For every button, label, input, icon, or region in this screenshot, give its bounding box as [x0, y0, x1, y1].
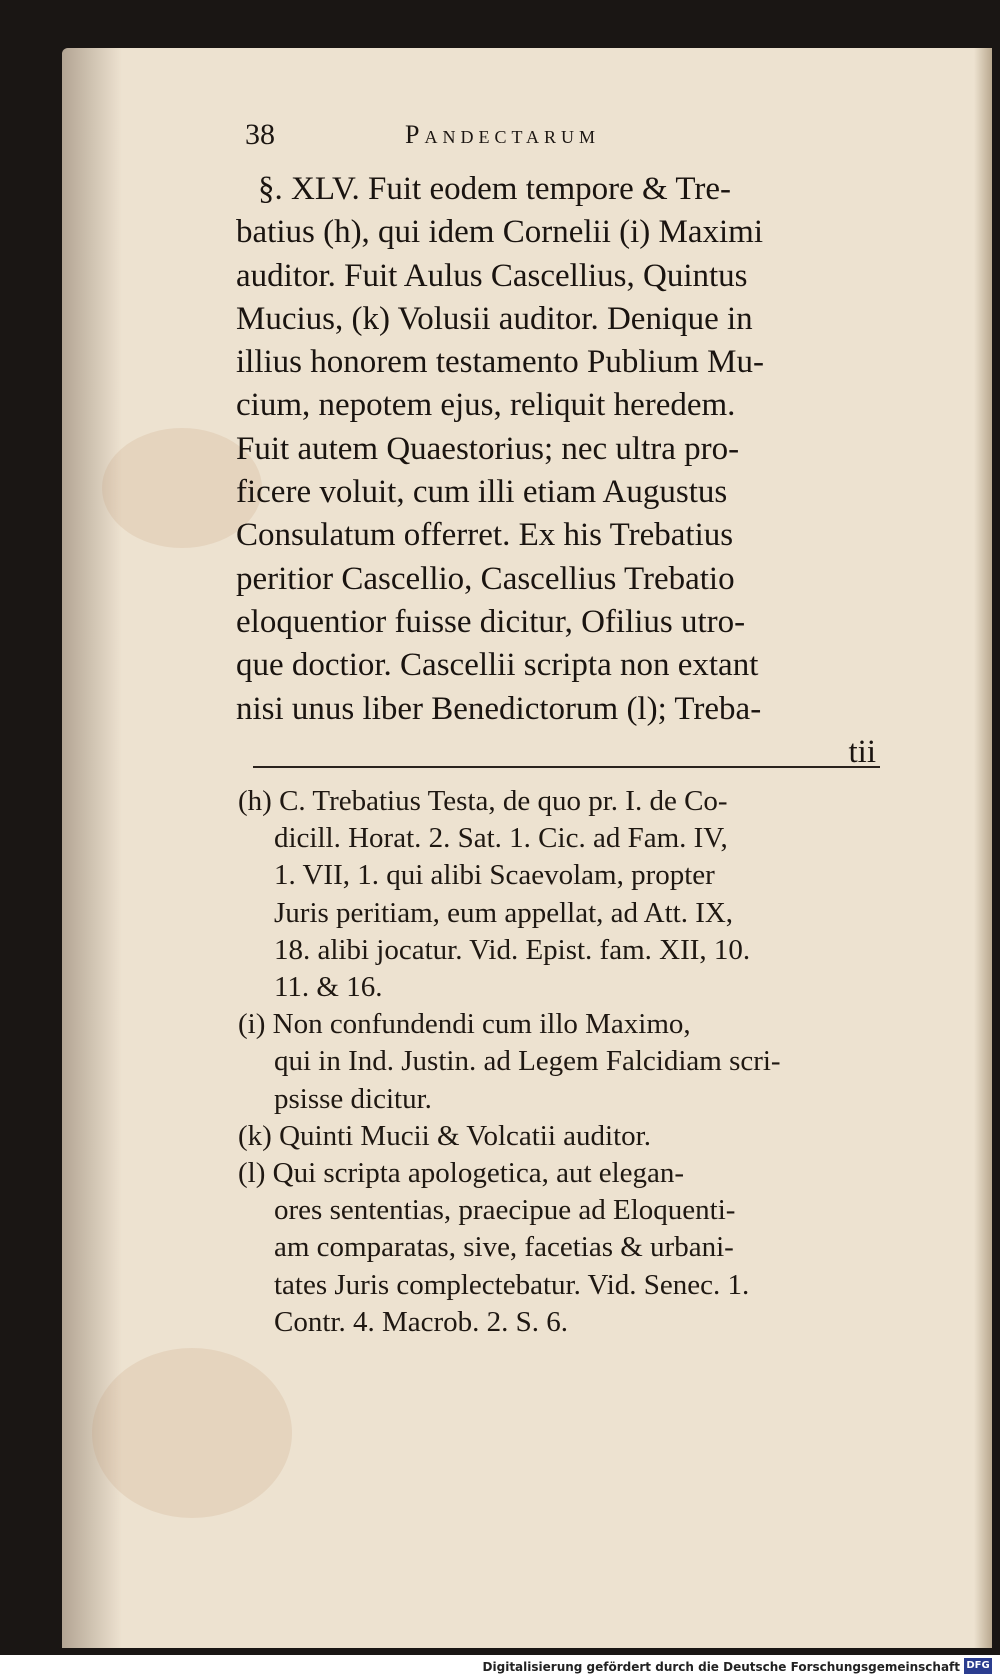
footnote-l — [238, 1155, 878, 1341]
footnote-line: (h) C. Trebatius Testa, de quo pr. I. de Co- — [238, 785, 728, 817]
text-line: Consulatum offerret. Ex his Trebatius — [236, 517, 734, 554]
text-line: ficere voluit, cum illi etiam Augustus — [236, 474, 728, 511]
footnote-rule — [253, 766, 880, 768]
footnote-line: tates Juris complectebatur. Vid. Senec. 1. — [274, 1268, 750, 1301]
digitization-credit: Digitalisierung gefördert durch die Deutsche Forschungsgemeinschaft — [482, 1660, 960, 1674]
text-line: §. XLV. Fuit eodem tempore & Tre- — [258, 171, 732, 207]
page-number: 38 — [245, 118, 275, 151]
footnote-line: Contr. 4. Macrob. 2. S. 6. — [274, 1305, 569, 1338]
running-head: Pandectarum — [405, 120, 601, 149]
dfg-logo: DFG — [964, 1658, 992, 1674]
text-line: Mucius, (k) Volusii auditor. Denique in — [236, 300, 753, 337]
footnote-line: Juris peritiam, eum appellat, ad Att. IX, — [274, 896, 734, 929]
text-line: peritior Cascellio, Cascellius Trebatio — [236, 560, 735, 597]
footnotes-block — [238, 783, 878, 1341]
footnote-line: 18. alibi jocatur. Vid. Epist. fam. XII, 10. — [274, 933, 751, 966]
text-line: Fuit autem Quaestorius; nec ultra pro- — [236, 430, 740, 467]
text-line: nisi unus liber Benedictorum (l); Treba- — [236, 690, 762, 727]
footnote-line: dicill. Horat. 2. Sat. 1. Cic. ad Fam. IV, — [274, 822, 728, 855]
text-line: que doctior. Cascellii scripta non extant — [236, 647, 759, 684]
footnote-line: psisse dicitur. — [274, 1082, 432, 1115]
footnote-line: (l) Qui scripta apologetica, aut elegan- — [238, 1157, 685, 1190]
footnote-line: (k) Quinti Mucii & Volcatii auditor. — [238, 1119, 651, 1152]
text-line: eloquentior fuisse dicitur, Ofilius utro- — [236, 603, 746, 640]
footnote-i — [238, 1006, 878, 1118]
footnote-line: ores sententias, praecipue ad Eloquenti- — [274, 1194, 736, 1227]
main-text-block — [236, 168, 876, 774]
paper-stain — [92, 1348, 292, 1518]
footnote-h — [238, 783, 878, 1006]
text-line: cium, nepotem ejus, reliquit heredem. — [236, 387, 736, 424]
footnote-k — [238, 1118, 878, 1155]
footnote-line: am comparatas, sive, facetias & urbani- — [274, 1231, 734, 1264]
footnote-line: 1. VII, 1. qui alibi Scaevolam, propter — [274, 859, 715, 892]
catchword: tii — [848, 733, 876, 770]
text-line: auditor. Fuit Aulus Cascellius, Quintus — [236, 257, 748, 294]
page-header — [245, 118, 765, 158]
footnote-line: (i) Non confundendi cum illo Maximo, — [238, 1008, 691, 1041]
footnote-line: 11. & 16. — [274, 971, 383, 1004]
page-edge — [974, 48, 992, 1648]
text-line: batius (h), qui idem Cornelii (i) Maximi — [236, 214, 764, 251]
text-line: illius honorem testamento Publium Mu- — [236, 344, 764, 381]
footnote-line: qui in Ind. Justin. ad Legem Falcidiam scri- — [274, 1045, 781, 1078]
